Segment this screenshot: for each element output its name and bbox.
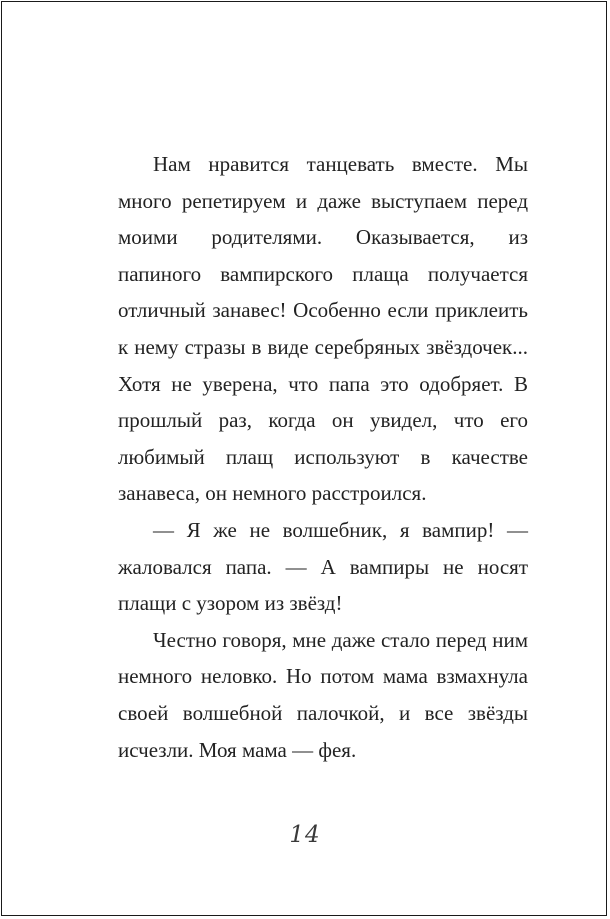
paragraph-1: Нам нравится танцевать вместе. Мы много репетируем и даже выступаем перед моими родителями. Оказывается, из папиного вампирского плаща получается отличный занавес! Особенно если приклеить к нему стразы в виде серебряных звёздочек... Хотя не уверена, что папа это одобряет. В прошлый раз, когда он увидел, что его любимый плащ используют в качестве занавеса, он немного расстроился. bbox=[118, 152, 528, 506]
book-page bbox=[1, 1, 607, 916]
body-text bbox=[118, 146, 528, 768]
page-number: 14 bbox=[289, 822, 321, 848]
paragraph-3: Честно говоря, мне даже стало перед ним немного неловко. Но потом мама взмахнула своей волшебной палочкой, и все звёзды исчезли. Моя мама — фея. bbox=[118, 627, 528, 762]
paragraph-2: — Я же не волшебник, я вампир! — жаловался папа. — А вампиры не носят плащи с узором из звёзд! bbox=[118, 517, 528, 616]
